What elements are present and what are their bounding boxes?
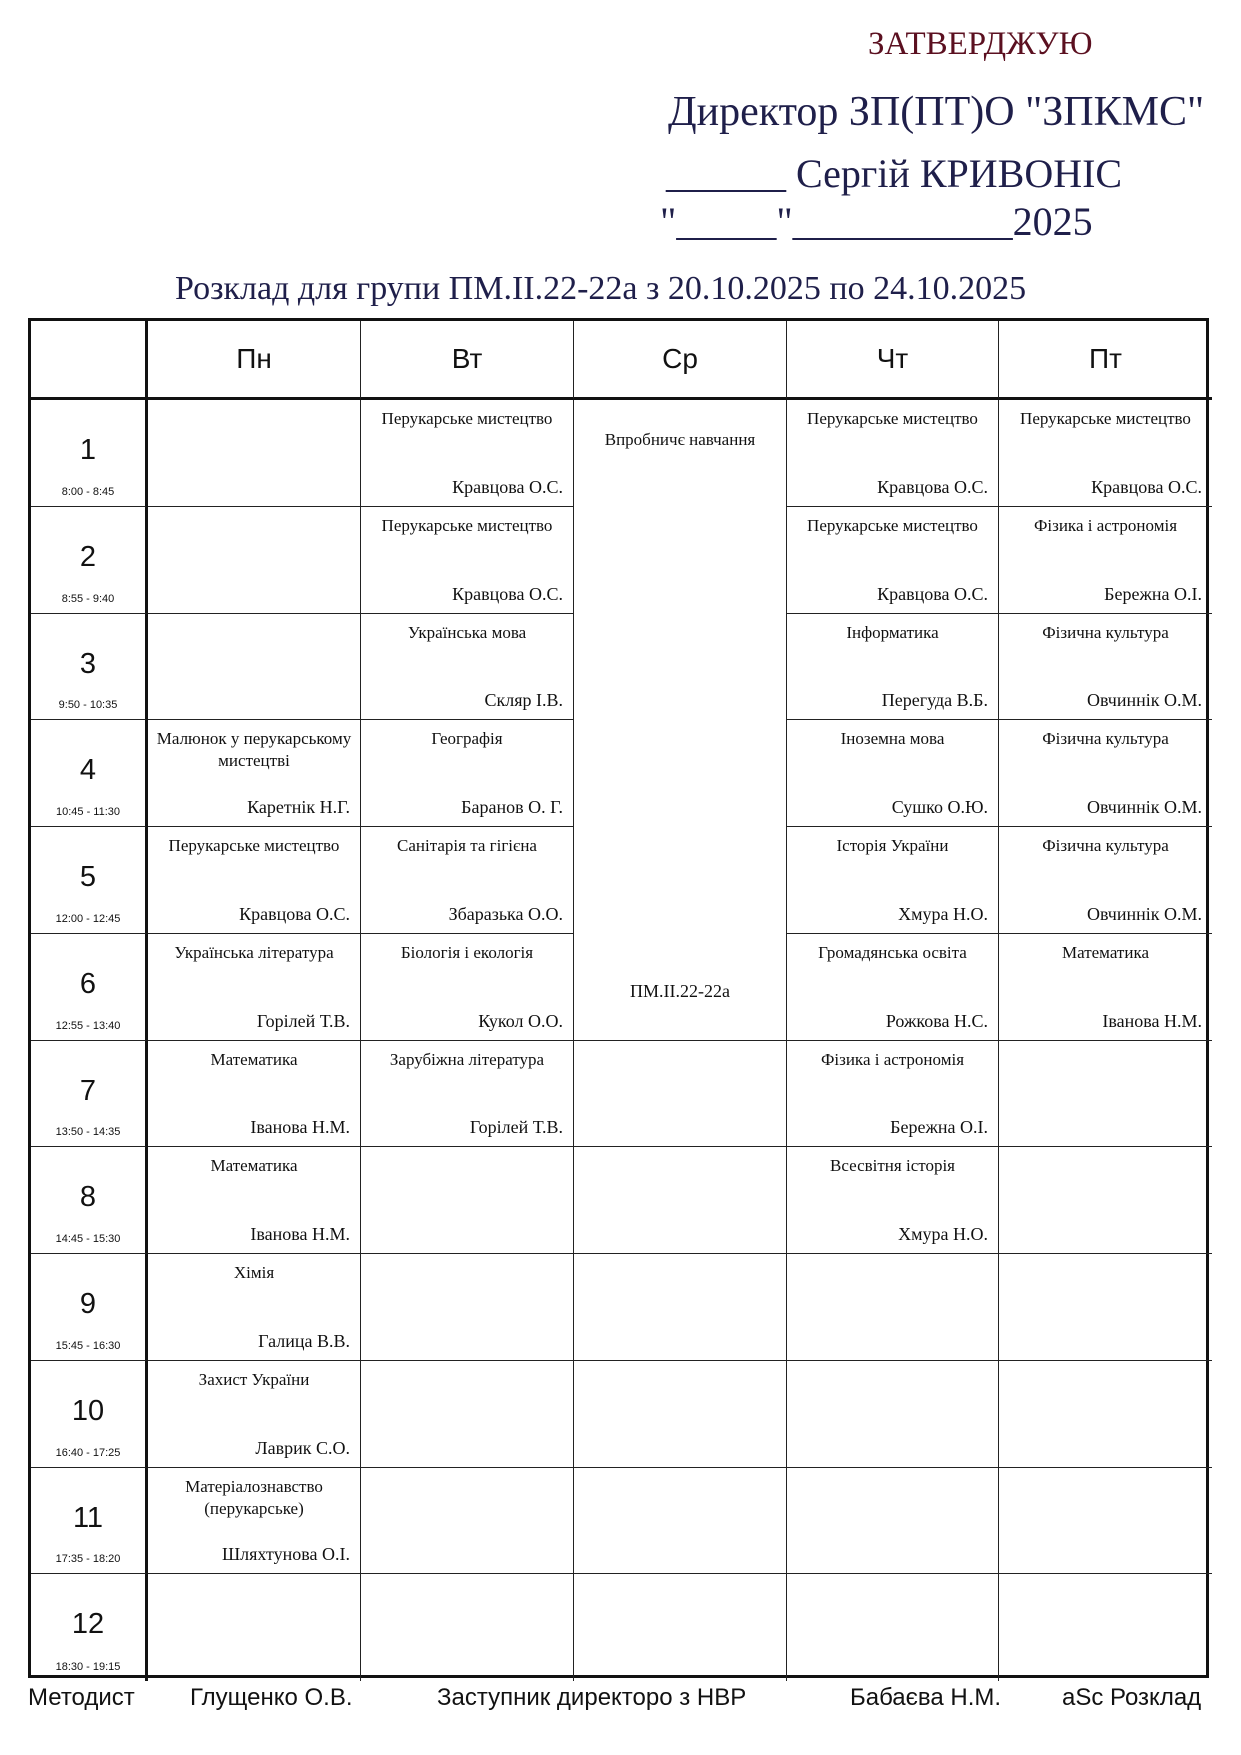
lesson-cell bbox=[787, 400, 999, 507]
lesson-cell bbox=[148, 614, 361, 721]
period-time: 9:50 - 10:35 bbox=[58, 699, 118, 712]
period-number: 1 bbox=[79, 434, 97, 466]
lesson-teacher: Баранов О. Г. bbox=[461, 797, 563, 817]
lesson-subject: Українська мова bbox=[407, 622, 527, 642]
period-time: 16:40 - 17:25 bbox=[55, 1446, 121, 1459]
lesson-teacher: Бережна О.І. bbox=[890, 1117, 988, 1138]
lesson-subject: Малюнок у перукарському мистецтві bbox=[156, 729, 352, 771]
lesson-cell bbox=[787, 1574, 999, 1681]
period-cell bbox=[31, 1254, 148, 1361]
period-cell bbox=[31, 1041, 148, 1148]
lesson-cell bbox=[574, 1574, 787, 1681]
lesson-cell bbox=[999, 934, 1212, 1041]
lesson-subject: Перукарське мистецтво bbox=[807, 515, 978, 535]
lesson-teacher: Кравцова О.С. bbox=[1091, 476, 1202, 497]
lesson-teacher: Перегуда В.Б. bbox=[881, 690, 988, 711]
period-cell bbox=[31, 1574, 148, 1681]
period-number: 7 bbox=[79, 1074, 97, 1107]
lesson-teacher: Кукол О.О. bbox=[478, 1010, 563, 1031]
lesson-subject: Громадянська освіта bbox=[818, 942, 967, 962]
lesson-teacher: Горілей Т.В. bbox=[469, 1117, 563, 1138]
lesson-subject: Фізична культура bbox=[1042, 622, 1169, 642]
period-number: 5 bbox=[79, 861, 97, 893]
lesson-teacher: Збаразька О.О. bbox=[448, 903, 563, 924]
wednesday-group: ПМ.ІІ.22-22а bbox=[630, 980, 730, 1001]
header-corner bbox=[31, 321, 148, 400]
period-cell bbox=[31, 507, 148, 614]
approve-label: ЗАТВЕРДЖУЮ bbox=[868, 26, 1093, 62]
lesson-teacher: Хмура Н.О. bbox=[898, 1224, 988, 1244]
lesson-cell bbox=[999, 827, 1212, 934]
lesson-cell bbox=[574, 1468, 787, 1575]
lesson-subject: Фізична культура bbox=[1042, 729, 1169, 749]
wednesday-practice-block bbox=[574, 400, 787, 1041]
period-cell bbox=[31, 400, 148, 507]
lesson-subject: Зарубіжна література bbox=[389, 1049, 545, 1069]
lesson-cell bbox=[148, 720, 361, 827]
lesson-subject: Фізика і астрономія bbox=[820, 1049, 965, 1069]
period-number: 11 bbox=[72, 1501, 104, 1534]
lesson-teacher: Овчиннік О.М. bbox=[1086, 903, 1202, 924]
lesson-cell bbox=[999, 1468, 1212, 1575]
lesson-subject: Перукарське мистецтво bbox=[381, 409, 553, 428]
lesson-cell bbox=[787, 1254, 999, 1361]
lesson-cell bbox=[361, 614, 574, 721]
period-time: 8:00 - 8:45 bbox=[61, 485, 115, 498]
period-cell bbox=[31, 614, 148, 721]
lesson-teacher: Кравцова О.С. bbox=[239, 903, 350, 924]
lesson-subject: Фізична культура bbox=[1042, 836, 1169, 855]
lesson-teacher: Кравцова О.С. bbox=[877, 583, 988, 604]
lesson-subject: Історія України bbox=[836, 836, 949, 855]
lesson-teacher: Овчиннік О.М. bbox=[1086, 797, 1202, 817]
period-time: 17:35 - 18:20 bbox=[55, 1553, 121, 1566]
lesson-subject: Захист України bbox=[198, 1369, 310, 1389]
period-time: 15:45 - 16:30 bbox=[55, 1339, 121, 1352]
lesson-teacher: Кравцова О.С. bbox=[877, 476, 988, 497]
lesson-cell bbox=[148, 827, 361, 934]
lesson-cell bbox=[999, 1361, 1212, 1468]
lesson-cell bbox=[787, 827, 999, 934]
methodist-name: Глущенко О.В. bbox=[190, 1684, 353, 1711]
lesson-subject: Хімія bbox=[233, 1263, 275, 1282]
period-number: 6 bbox=[79, 967, 97, 1000]
lesson-cell bbox=[148, 507, 361, 614]
lesson-cell bbox=[999, 1254, 1212, 1361]
lesson-cell bbox=[574, 1041, 787, 1148]
lesson-teacher: Горілей Т.В. bbox=[256, 1010, 350, 1031]
lesson-subject: Географія bbox=[431, 729, 503, 749]
lesson-cell bbox=[361, 827, 574, 934]
lesson-subject: Українська література bbox=[174, 942, 334, 962]
lesson-subject: Іноземна мова bbox=[840, 729, 945, 749]
lesson-teacher: Іванова Н.М. bbox=[250, 1117, 350, 1138]
lesson-cell bbox=[787, 934, 999, 1041]
lesson-subject: Матеріалознавство (перукарське) bbox=[185, 1476, 323, 1518]
lesson-cell bbox=[787, 1147, 999, 1254]
period-time: 14:45 - 15:30 bbox=[55, 1233, 121, 1245]
lesson-cell bbox=[999, 1574, 1212, 1681]
lesson-teacher: Іванова Н.М. bbox=[250, 1224, 350, 1244]
period-cell bbox=[31, 934, 148, 1041]
lesson-cell bbox=[148, 400, 361, 507]
lesson-cell bbox=[787, 1361, 999, 1468]
day-header: Пт bbox=[999, 321, 1212, 400]
lesson-cell bbox=[361, 1041, 574, 1148]
lesson-cell bbox=[574, 1361, 787, 1468]
lesson-teacher: Іванова Н.М. bbox=[1102, 1010, 1202, 1031]
lesson-teacher: Скляр І.В. bbox=[484, 690, 563, 711]
lesson-cell bbox=[361, 934, 574, 1041]
director-title: Директор ЗП(ПТ)О "ЗПКМС" bbox=[668, 89, 1205, 135]
period-time: 12:00 - 12:45 bbox=[55, 912, 121, 925]
lesson-teacher: Овчиннік О.М. bbox=[1086, 690, 1202, 711]
lesson-cell bbox=[361, 1468, 574, 1575]
lesson-cell bbox=[787, 1468, 999, 1575]
deputy-label: Заступник директоро з НВР bbox=[437, 1684, 747, 1711]
lesson-subject: Біологія і екологія bbox=[400, 942, 534, 962]
software-credit: aSc Розклад bbox=[1062, 1684, 1202, 1711]
lesson-subject: Перукарське мистецтво bbox=[807, 409, 978, 428]
lesson-cell bbox=[148, 1254, 361, 1361]
lesson-cell bbox=[148, 1468, 361, 1575]
period-time: 10:45 - 11:30 bbox=[55, 806, 120, 818]
period-number: 9 bbox=[79, 1288, 97, 1320]
lesson-subject: Перукарське мистецтво bbox=[381, 515, 553, 535]
lesson-cell bbox=[361, 507, 574, 614]
period-number: 3 bbox=[79, 647, 97, 680]
lesson-teacher: Шляхтунова О.І. bbox=[222, 1544, 350, 1565]
lesson-subject: Математика bbox=[210, 1049, 298, 1069]
lesson-cell bbox=[574, 1254, 787, 1361]
lesson-cell bbox=[148, 934, 361, 1041]
lesson-teacher: Лаврик С.О. bbox=[255, 1437, 350, 1458]
lesson-cell bbox=[999, 1041, 1212, 1148]
day-header: Вт bbox=[361, 321, 574, 400]
period-cell bbox=[31, 720, 148, 827]
lesson-subject: Фізика і астрономія bbox=[1033, 515, 1178, 535]
period-cell bbox=[31, 827, 148, 934]
wednesday-subject: Впробничє навчання bbox=[604, 430, 756, 449]
lesson-teacher: Хмура Н.О. bbox=[898, 903, 988, 924]
lesson-subject: Інформатика bbox=[846, 622, 939, 642]
lesson-cell bbox=[148, 1041, 361, 1148]
period-cell bbox=[31, 1147, 148, 1254]
lesson-cell bbox=[999, 507, 1212, 614]
lesson-cell bbox=[999, 720, 1212, 827]
lesson-teacher: Кравцова О.С. bbox=[452, 476, 563, 497]
page-title: Розклад для групи ПМ.ІІ.22-22а з 20.10.2025 по 24.10.2025 bbox=[175, 270, 1027, 307]
lesson-cell bbox=[148, 1361, 361, 1468]
day-header: Ср bbox=[574, 321, 787, 400]
lesson-subject: Перукарське мистецтво bbox=[1020, 409, 1191, 428]
lesson-teacher: Бережна О.І. bbox=[1104, 583, 1202, 604]
signer-line: ______ Сергій КРИВОНІС bbox=[666, 151, 1123, 196]
period-time: 12:55 - 13:40 bbox=[55, 1019, 121, 1032]
lesson-subject: Математика bbox=[1061, 942, 1150, 962]
lesson-cell bbox=[787, 1041, 999, 1148]
lesson-cell bbox=[999, 1147, 1212, 1254]
lesson-subject: Перукарське мистецтво bbox=[168, 836, 340, 855]
lesson-cell bbox=[999, 614, 1212, 721]
period-time: 18:30 - 19:15 bbox=[55, 1661, 121, 1673]
period-time: 13:50 - 14:35 bbox=[55, 1126, 121, 1139]
schedule-table bbox=[28, 318, 1209, 1678]
lesson-cell bbox=[361, 720, 574, 827]
lesson-teacher: Кравцова О.С. bbox=[452, 583, 563, 604]
lesson-subject: Математика bbox=[210, 1156, 298, 1176]
day-header: Пн bbox=[148, 321, 361, 400]
period-cell bbox=[31, 1361, 148, 1468]
lesson-cell bbox=[148, 1147, 361, 1254]
lesson-teacher: Рожкова Н.С. bbox=[885, 1010, 988, 1031]
lesson-teacher: Галица В.В. bbox=[258, 1330, 350, 1351]
period-number: 4 bbox=[79, 754, 97, 787]
period-time: 8:55 - 9:40 bbox=[61, 592, 115, 605]
lesson-cell bbox=[787, 507, 999, 614]
lesson-subject: Санітарія та гігієна bbox=[397, 836, 537, 855]
lesson-teacher: Сушко О.Ю. bbox=[891, 797, 988, 817]
lesson-cell bbox=[999, 400, 1212, 507]
methodist-label: Методист bbox=[28, 1684, 135, 1711]
period-number: 12 bbox=[71, 1608, 105, 1641]
period-number: 10 bbox=[71, 1394, 105, 1427]
lesson-cell bbox=[787, 720, 999, 827]
lesson-cell bbox=[148, 1574, 361, 1681]
period-cell bbox=[31, 1468, 148, 1575]
lesson-subject: Всесвітня історія bbox=[830, 1156, 955, 1176]
lesson-cell bbox=[574, 1147, 787, 1254]
day-header: Чт bbox=[787, 321, 999, 400]
lesson-cell bbox=[361, 400, 574, 507]
lesson-cell bbox=[361, 1361, 574, 1468]
period-number: 2 bbox=[79, 540, 97, 573]
lesson-teacher: Каретнік Н.Г. bbox=[247, 797, 350, 817]
period-number: 8 bbox=[79, 1181, 97, 1214]
footer bbox=[0, 1684, 1241, 1714]
lesson-cell bbox=[787, 614, 999, 721]
lesson-cell bbox=[361, 1574, 574, 1681]
lesson-cell bbox=[361, 1254, 574, 1361]
deputy-name: Бабаєва Н.М. bbox=[850, 1684, 1002, 1711]
lesson-cell bbox=[361, 1147, 574, 1254]
date-line: "_____"___________2025 bbox=[660, 199, 1093, 244]
